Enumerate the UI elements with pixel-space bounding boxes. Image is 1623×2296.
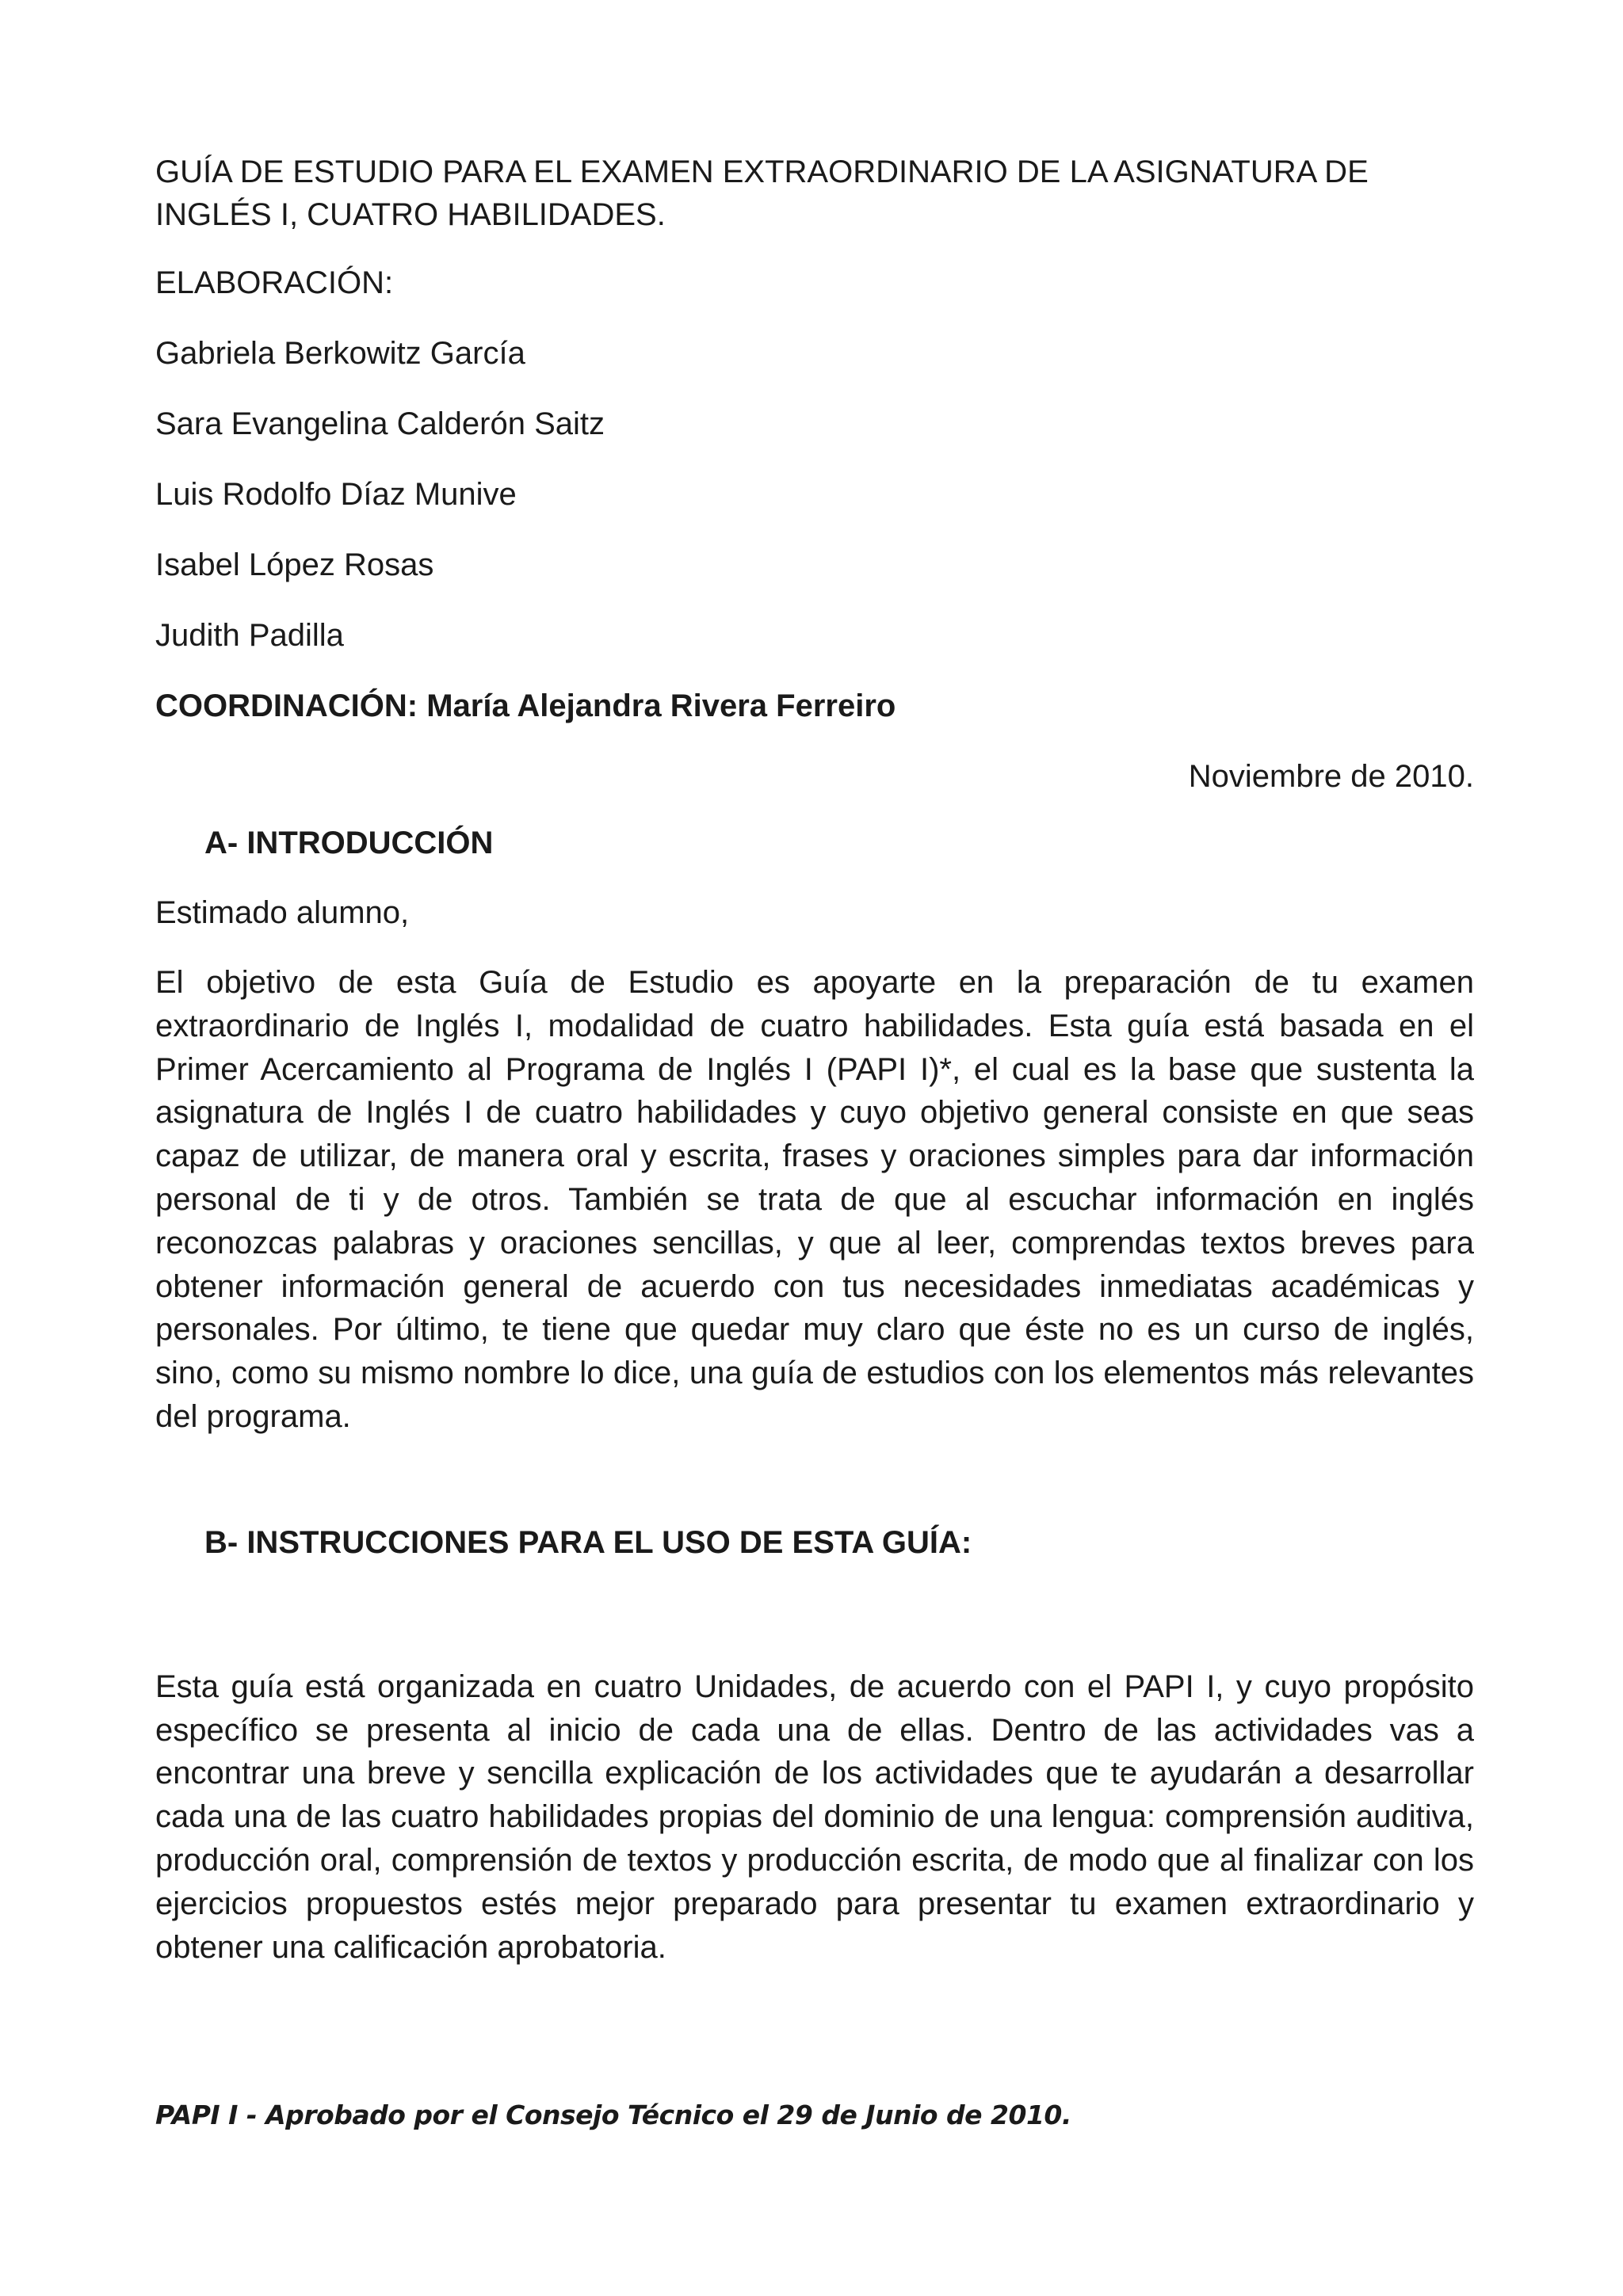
author-name: Isabel López Rosas: [155, 547, 434, 582]
document-page: [155, 151, 1474, 1969]
elaboracion-label: ELABORACIÓN:: [155, 265, 394, 300]
instructions-paragraph: Esta guía está organizada en cuatro Unidades, de acuerdo con el PAPI I, y cuyo propósito específico se presenta al inicio de cada una de ellas. Dentro de las actividades vas a encontrar una breve y sencilla explicación de los actividades que te ayudarán a desarrollar cada una de las cuatro habilidades propias del dominio de una lengua: comprensión auditiva, producción oral, comprensión de textos y producción escrita, de modo que al finalizar con los ejercicios propuestos estés mejor preparado para presentar tu examen extraordinario y obtener una calificación aprobatoria.: [155, 1669, 1474, 1965]
document-title: GUÍA DE ESTUDIO PARA EL EXAMEN EXTRAORDINARIO DE LA ASIGNATURA DE INGLÉS I, CUATRO HABILIDADES.: [155, 154, 1369, 232]
coordinacion-line: COORDINACIÓN: María Alejandra Rivera Ferreiro: [155, 688, 896, 723]
author-name: Gabriela Berkowitz García: [155, 336, 525, 371]
author-name: Luis Rodolfo Díaz Munive: [155, 477, 517, 512]
section-b-heading: B- INSTRUCCIONES PARA EL USO DE ESTA GUÍA:: [204, 1524, 972, 1560]
page-footer: PAPI I - Aprobado por el Consejo Técnico el 29 de Junio de 2010.: [155, 2100, 1071, 2130]
greeting: Estimado alumno,: [155, 895, 410, 930]
document-date: Noviembre de 2010.: [1188, 759, 1474, 794]
author-name: Judith Padilla: [155, 618, 344, 653]
introduction-paragraph: El objetivo de esta Guía de Estudio es apoyarte en la preparación de tu examen extraordinario de Inglés I, modalidad de cuatro habilidades. Esta guía está basada en el Primer Acercamiento al Programa de Inglés I (PAPI I)*, el cual es la base que sustenta la asignatura de Inglés I de cuatro habilidades y cuyo objetivo general consiste en que seas capaz de utilizar, de manera oral y escrita, frases y oraciones simples para dar información personal de ti y de otros. También se trata de que al escuchar información en inglés reconozcas palabras y oraciones sencillas, y que al leer, comprendas textos breves para obtener información general de acuerdo con tus necesidades inmediatas académicas y personales. Por último, te tiene que quedar muy claro que éste no es un curso de inglés, sino, como su mismo nombre lo dice, una guía de estudios con los elementos más relevantes del programa.: [155, 965, 1474, 1434]
section-a-heading: A- INTRODUCCIÓN: [204, 826, 494, 860]
author-name: Sara Evangelina Calderón Saitz: [155, 406, 605, 441]
